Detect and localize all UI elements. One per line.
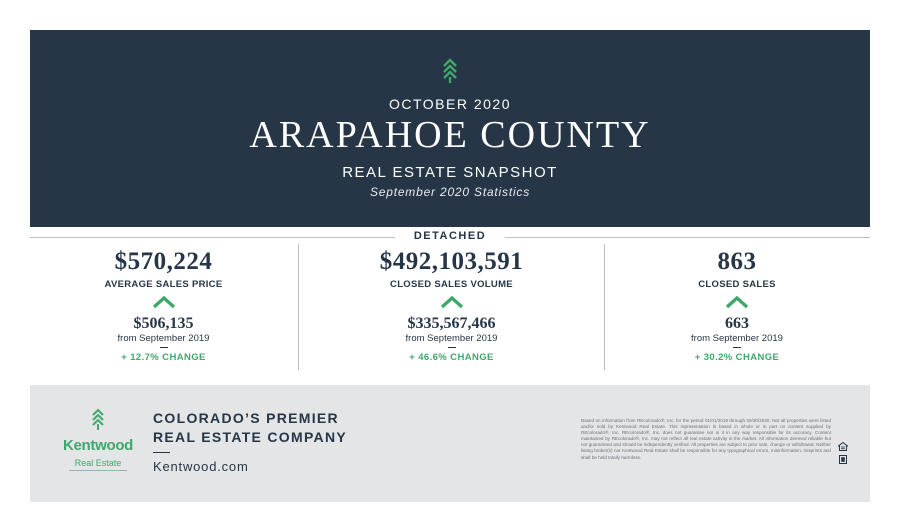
stat-value: $570,224 [114, 248, 213, 275]
footer [30, 385, 870, 502]
website-link[interactable]: Kentwood.com [153, 459, 249, 474]
stat-value: $492,103,591 [379, 248, 524, 275]
stat-previous-value: $506,135 [133, 315, 194, 332]
stat-column-sales-volume [298, 244, 605, 370]
section-label: DETACHED [395, 230, 505, 242]
brand-logo-subtext: Real Estate [74, 458, 122, 468]
chevron-up-icon [440, 295, 464, 309]
tagline-separator [153, 452, 170, 453]
chevron-up-icon [152, 295, 176, 309]
stat-separator [448, 347, 456, 348]
brand-logo-text: Kentwood [62, 437, 134, 454]
tree-logo-icon [441, 58, 459, 83]
legal-disclaimer: Based on information from REcolorado®, Inc. for the period 01/01/2019 through 09/30/2020. Not all properties were listed and/or sold by Kentwood Real Estate. This representation is based in whole or in part on content supplied by REcolorado®, Inc. REcolorado®, Inc. does not guarantee nor is it in any way responsible for its accuracy. Content maintained by REcolorado®, Inc. may not reflect all real estate activity in the market. All information deemed reliable but not guaranteed and should be independently verified. All properties are subject to prior sale, change or withdrawal. Neither listing broker(s) nor Kentwood Real Estate shall be responsible for any typographical errors, misinformation, misprints and shall be held totally harmless. [581, 418, 831, 460]
equal-housing-icon [838, 442, 848, 451]
stat-label: CLOSED SALES VOLUME [390, 279, 513, 290]
stats-row [30, 244, 870, 370]
stat-label: CLOSED SALES [698, 279, 776, 290]
chevron-up-icon [725, 295, 749, 309]
realtor-icon [839, 455, 847, 464]
stat-change: + 30.2% CHANGE [694, 352, 780, 363]
report-month: OCTOBER 2020 [388, 96, 511, 112]
report-subtitle: September 2020 Statistics [369, 185, 531, 199]
tree-logo-icon [91, 408, 105, 430]
stat-value: 863 [717, 248, 757, 275]
stat-previous-value: 663 [725, 315, 749, 332]
stat-column-closed-sales [604, 244, 870, 370]
stat-change: + 12.7% CHANGE [121, 352, 206, 363]
stat-previous-period: from September 2019 [405, 333, 498, 344]
report-title: REAL ESTATE SNAPSHOT [342, 164, 558, 181]
stat-column-average-price [30, 244, 297, 370]
header-banner [30, 30, 870, 227]
stat-previous-period: from September 2019 [117, 333, 210, 344]
stat-change: + 46.6% CHANGE [409, 352, 494, 363]
stat-previous-value: $335,567,466 [407, 315, 496, 332]
tagline-line-1: COLORADO’S PREMIER [153, 410, 339, 426]
stat-previous-period: from September 2019 [691, 333, 783, 344]
stat-separator [160, 347, 168, 348]
stat-separator [733, 347, 741, 348]
brand-logo-rule [52, 470, 144, 472]
county-title: ARAPAHOE COUNTY [249, 114, 651, 156]
company-tagline [153, 409, 413, 447]
tagline-line-2: REAL ESTATE COMPANY [153, 429, 348, 445]
stat-label: AVERAGE SALES PRICE [104, 279, 223, 290]
